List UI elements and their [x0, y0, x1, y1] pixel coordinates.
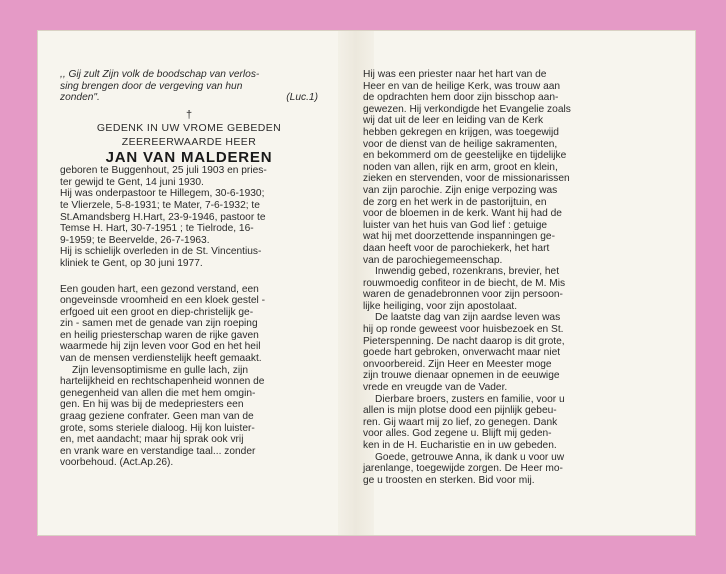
- quote-reference: (Luc.1): [286, 92, 318, 104]
- left-paragraph-1: Een gouden hart, een gezond verstand, een ongeveinsde vroomheid en een kloek gestel - erfgoed uit een groot en diep-christelijk ge- zin - samen met de genade van zijn roeping en heilig priesterschap waren de rijke gaven waarmede hij zijn leven voor God en het heil van de mensen verdienstelijk heeft gemaakt.: [60, 283, 266, 365]
- scripture-quote: ,, Gij zult Zijn volk de boodschap van verlos- sing brengen door de vergeving van hun zonden". (Luc.1): [60, 69, 318, 104]
- left-paragraph-2: Zijn levensoptimisme en gulle lach, zijn hartelijkheid en rechtschapenheid wonnen de genegenheid van allen die met hem omgin- gen. En hij was bij de medepriesters een graag gezienе confrater. Geen man van de grote, soms steriele dialoog. Hij kon luister- en, met aandacht; maar hij sprak ook vrij en vrank ware en verstandige taal... zonder voorbehoud. (Act.Ap.26).: [60, 364, 265, 469]
- left-page: [60, 31, 318, 469]
- gedenk-line-2: ZEEREERWAARDE HEER: [121, 135, 257, 148]
- right-page: [363, 31, 669, 486]
- right-paragraph-5: Goede, getrouwe Anna, ik dank u voor uw jarenlange, toegewijde zorgen. De Heer mo- ge u troosten en sterken. Bid voor mij.: [363, 451, 565, 486]
- memorial-card: [38, 31, 695, 535]
- biography: geboren te Buggenhout, 25 juli 1903 en pries- ter gewijd te Gent, 14 juni 1930. Hij was onderpastoor te Hillegem, 30-6-1930; te Vlierzele, 5-8-1931; te Mater, 7-6-1932; te St.Amandsberg H.Hart, 23-9-1946, pastoor te Temse H. Hart, 30-7-1951 ; te Tielrode, 16- 9-1959; te Beervelde, 26-7-1963. Hij is schielijk overleden in de St. Vincentius- kliniek te Gent, op 30 juni 1977.: [60, 165, 267, 269]
- deceased-name: JAN VAN MALDEREN: [105, 148, 273, 166]
- gedenk-line-1: GEDENK IN UW VROME GEBEDEN: [96, 122, 282, 135]
- right-paragraph-1: Hij was een priester naar het hart van de Heer en van de heilige Kerk, was trouw aan de opdrachten hem door zijn bisschop aan- gewezen. Hij verkondigde het Evangelie zoals wij dat uit de leer en leiding van de Kerk hebben gekregen en krijgen, was toegewijd voor de dienst van de heilige sakramenten, en bekommerd om de geestelijke en tijdelijke noden van allen, rijk en arm, groot en klein, zieken en stervenden, voor de missionarissen van zijn parochie. Zijn enige verpozing was de zorg en het werk in de pastorijtuin, en voor de bloemen in de kerk. Want hij had de luister van het huis van God lief : getuige wat hij met doorzettende inspanningen ge- daan heeft voor de parochiekerk, het hart van de parochiegemeenschap.: [363, 69, 571, 266]
- cross-icon: †: [185, 108, 193, 121]
- right-paragraph-2: Inwendig gebed, rozenkrans, brevier, het rouwmoedig confiteor in de biecht, de M. Mis waren de genadebronnen voor zijn persoon- lijke heiliging, voor zijn apostolaat.: [363, 266, 566, 312]
- right-paragraph-4: Dierbare broers, zusters en familie, voor u allen is mijn plotse dood een pijnlijk gebeu- ren. Gij waart mij zo lief, zo genegen. Dank voor alles. God zegene u. Blijft mij geden- ken in de H. Eucharistie en in uw gebeden.: [363, 393, 565, 451]
- right-paragraph-3: De laatste dag van zijn aardse leven was hij op ronde geweest voor huisbezoek en St. Pieterspenning. De nacht daarop is dit grote, goede hart gebroken, onverwacht maar niet onvoorbereid. Zijn Heer en Meester moge zijn trouwe dienaar opnemen in de eeuwige vrede en vreugde van de Vader.: [363, 312, 565, 394]
